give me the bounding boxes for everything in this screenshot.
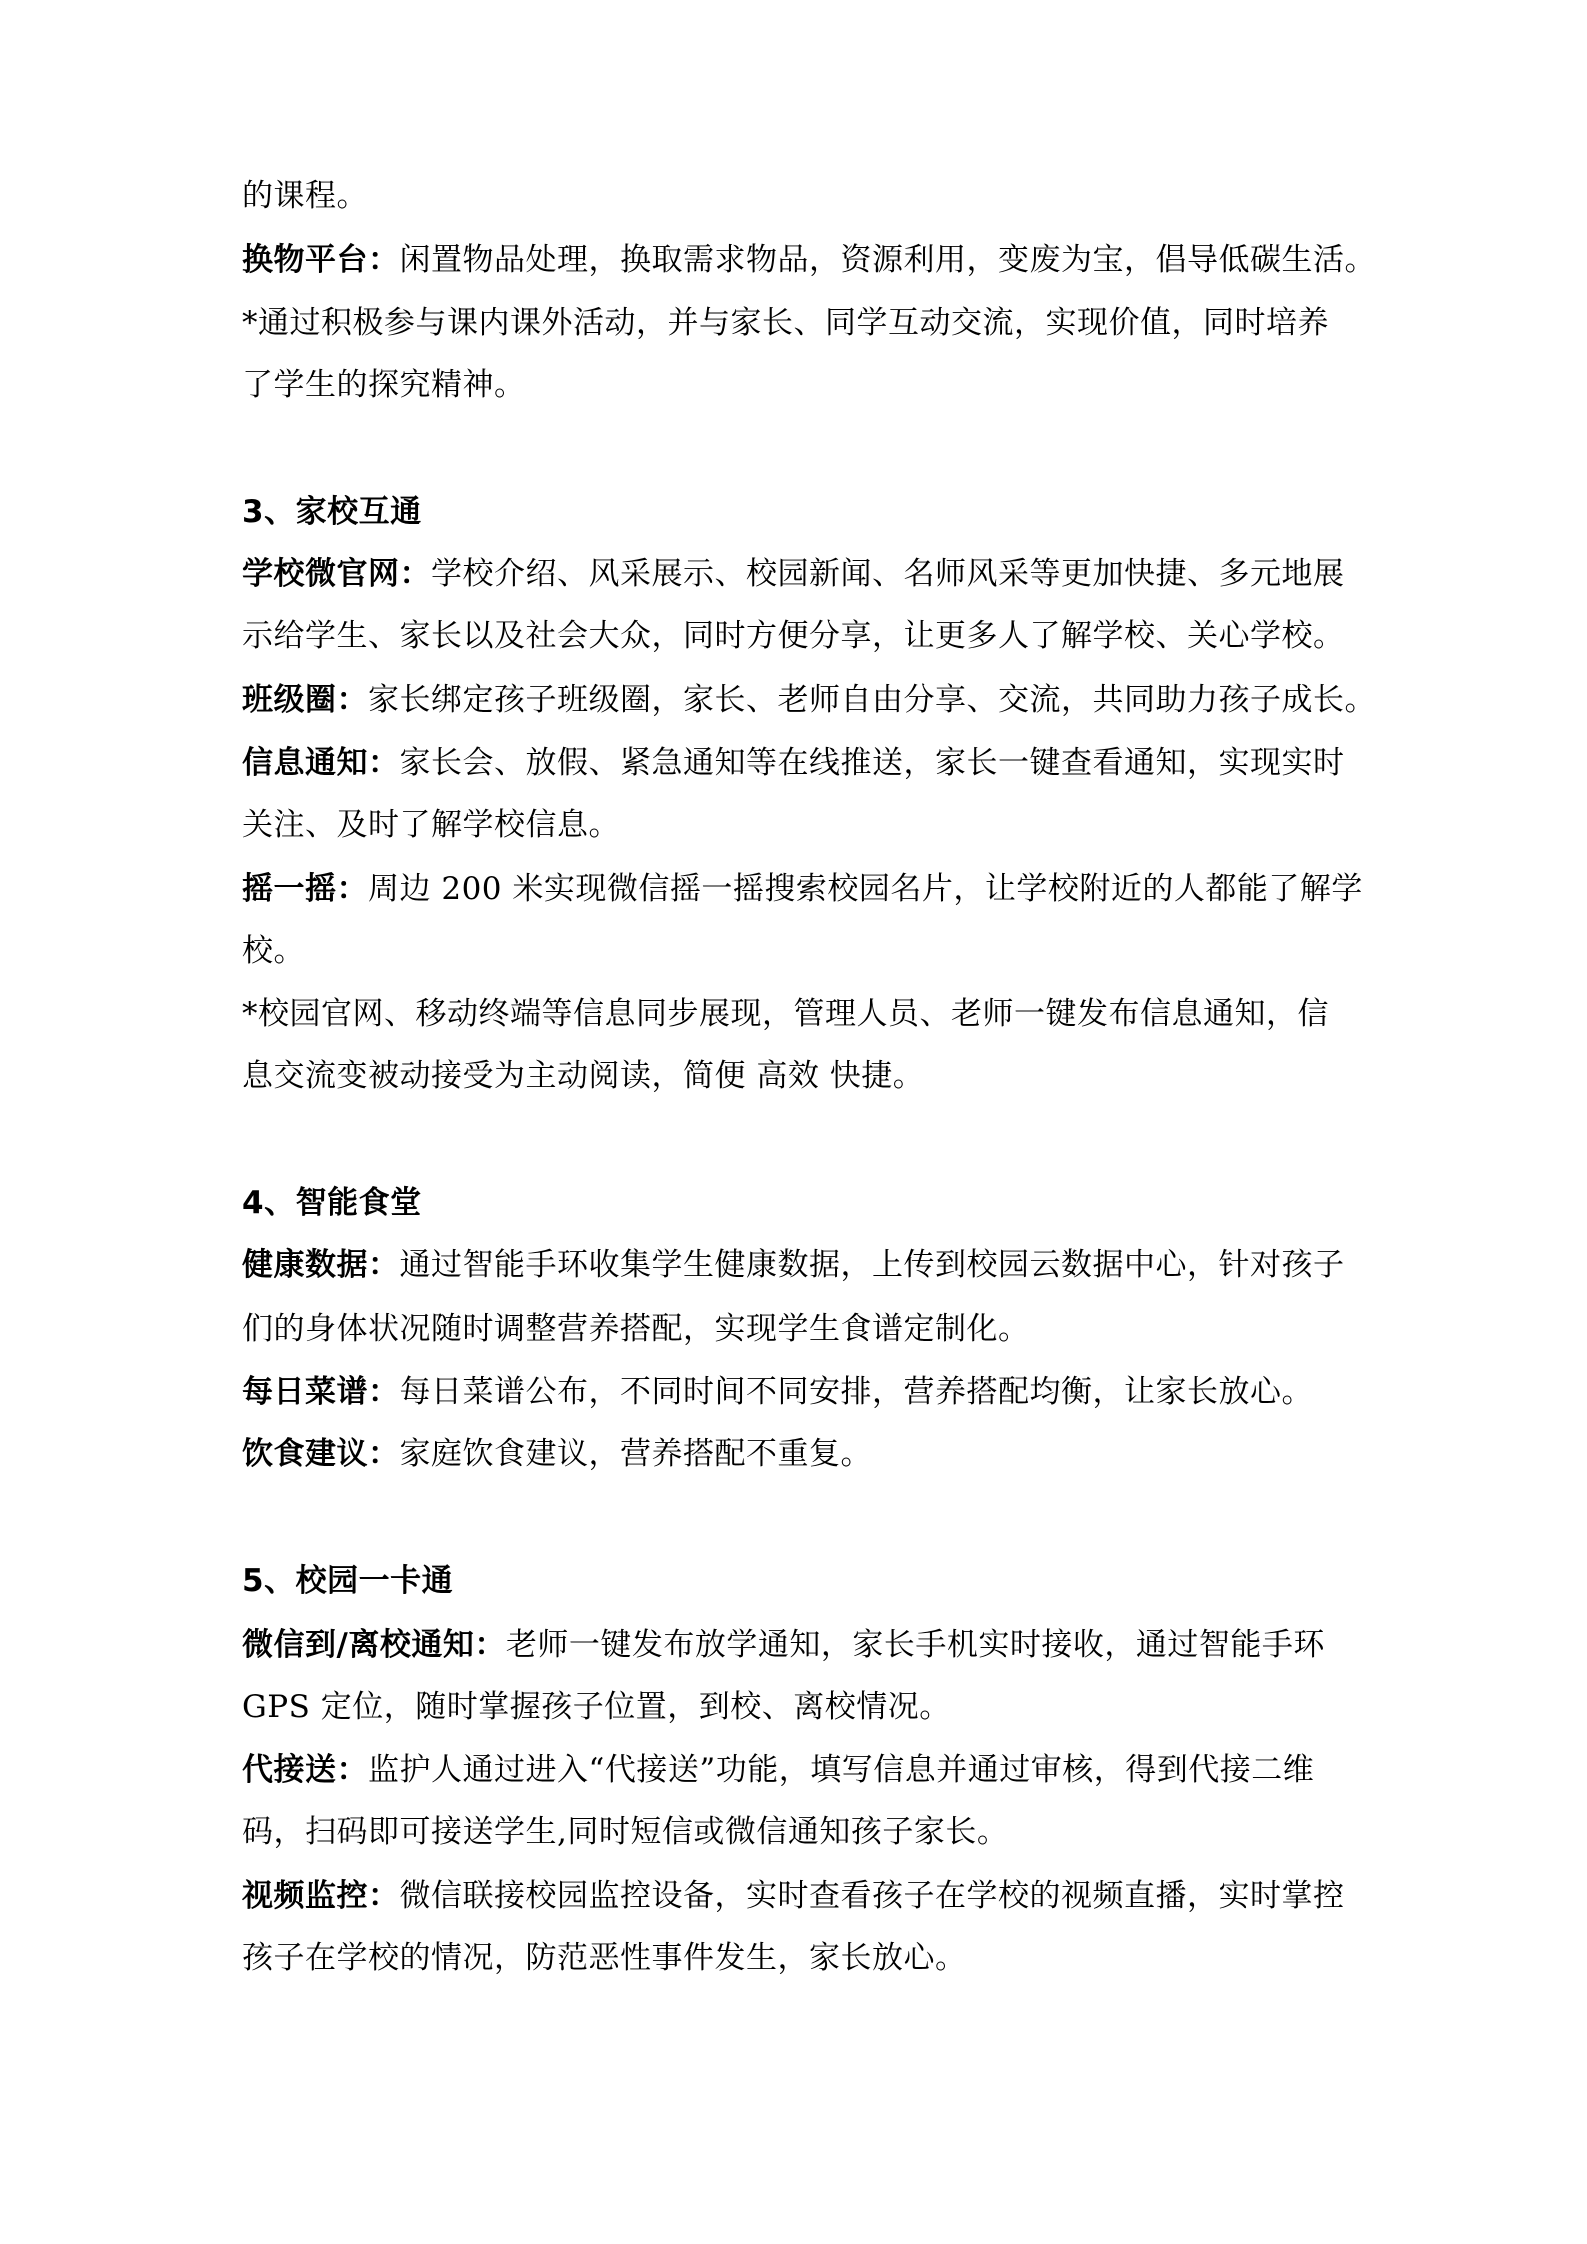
term-text: 周边 200 米实现微信摇一摇搜索校园名片，让学校附近的人都能了解学 <box>368 871 1363 907</box>
term-label: 学校微官网： <box>242 556 431 592</box>
term-label: 班级圈： <box>242 682 368 718</box>
paragraph-line: *校园官网、移动终端等信息同步展现，管理人员、老师一键发布信息通知，信 <box>242 996 1329 1032</box>
paragraph-line: 关注、及时了解学校信息。 <box>242 807 620 843</box>
term-label: 视频监控： <box>242 1878 400 1914</box>
term-label: 换物平台： <box>242 242 400 278</box>
term-text: 微信联接校园监控设备，实时查看孩子在学校的视频直播，实时掌控 <box>399 1878 1345 1914</box>
paragraph-line <box>242 238 1376 282</box>
paragraph-line: 校。 <box>242 933 305 969</box>
paragraph-line <box>242 1623 1325 1667</box>
section-heading: 4、智能食堂 <box>242 1185 422 1221</box>
term-text: 学校介绍、风采展示、校园新闻、名师风采等更加快捷、多元地展 <box>431 556 1345 592</box>
paragraph-line: *通过积极参与课内课外活动，并与家长、同学互动交流，实现价值，同时培养 <box>242 305 1329 341</box>
paragraph-line: 了学生的探究精神。 <box>242 367 526 403</box>
paragraph-line <box>242 1748 1314 1792</box>
section-heading: 3、家校互通 <box>242 494 422 530</box>
term-text: 家长绑定孩子班级圈，家长、老师自由分享、交流，共同助力孩子成长。 <box>368 682 1376 718</box>
term-text: 每日菜谱公布，不同时间不同安排，营养搭配均衡，让家长放心。 <box>399 1374 1313 1410</box>
section-heading: 5、校园一卡通 <box>242 1563 454 1599</box>
paragraph-line: GPS 定位，随时掌握孩子位置，到校、离校情况。 <box>242 1689 951 1725</box>
term-text: 家长会、放假、紧急通知等在线推送，家长一键查看通知，实现实时 <box>399 745 1345 781</box>
term-text: 家庭饮食建议，营养搭配不重复。 <box>399 1436 872 1472</box>
term-label: 代接送： <box>242 1752 368 1788</box>
paragraph-line: 示给学生、家长以及社会大众，同时方便分享，让更多人了解学校、关心学校。 <box>242 618 1345 654</box>
term-label: 微信到/离校通知： <box>242 1627 506 1663</box>
term-text: 闲置物品处理，换取需求物品，资源利用，变废为宝，倡导低碳生活。 <box>399 242 1376 278</box>
term-label: 饮食建议： <box>242 1436 400 1472</box>
term-text: 老师一键发布放学通知，家长手机实时接收，通过智能手环 <box>505 1627 1325 1663</box>
paragraph-line: 们的身体状况随时调整营养搭配，实现学生食谱定制化。 <box>242 1311 1030 1347</box>
paragraph-line <box>242 552 1345 596</box>
term-label: 每日菜谱： <box>242 1374 400 1410</box>
paragraph-line: 孩子在学校的情况，防范恶性事件发生，家长放心。 <box>242 1940 967 1976</box>
paragraph-line <box>242 1432 872 1476</box>
paragraph-line: 的课程。 <box>242 178 368 214</box>
term-label: 摇一摇： <box>242 871 368 907</box>
paragraph-line: 息交流变被动接受为主动阅读，简便 高效 快捷。 <box>242 1058 925 1094</box>
term-text: 通过智能手环收集学生健康数据，上传到校园云数据中心，针对孩子 <box>399 1247 1345 1283</box>
paragraph-line <box>242 1243 1345 1287</box>
paragraph-line <box>242 741 1345 785</box>
paragraph-line <box>242 678 1376 722</box>
term-label: 信息通知： <box>242 745 400 781</box>
term-label: 健康数据： <box>242 1247 400 1283</box>
paragraph-line <box>242 1370 1313 1414</box>
paragraph-line: 码，扫码即可接送学生,同时短信或微信通知孩子家长。 <box>242 1814 1009 1850</box>
paragraph-line <box>242 1874 1345 1918</box>
term-text: 监护人通过进入“代接送”功能，填写信息并通过审核，得到代接二维 <box>368 1752 1315 1788</box>
paragraph-line <box>242 867 1363 911</box>
